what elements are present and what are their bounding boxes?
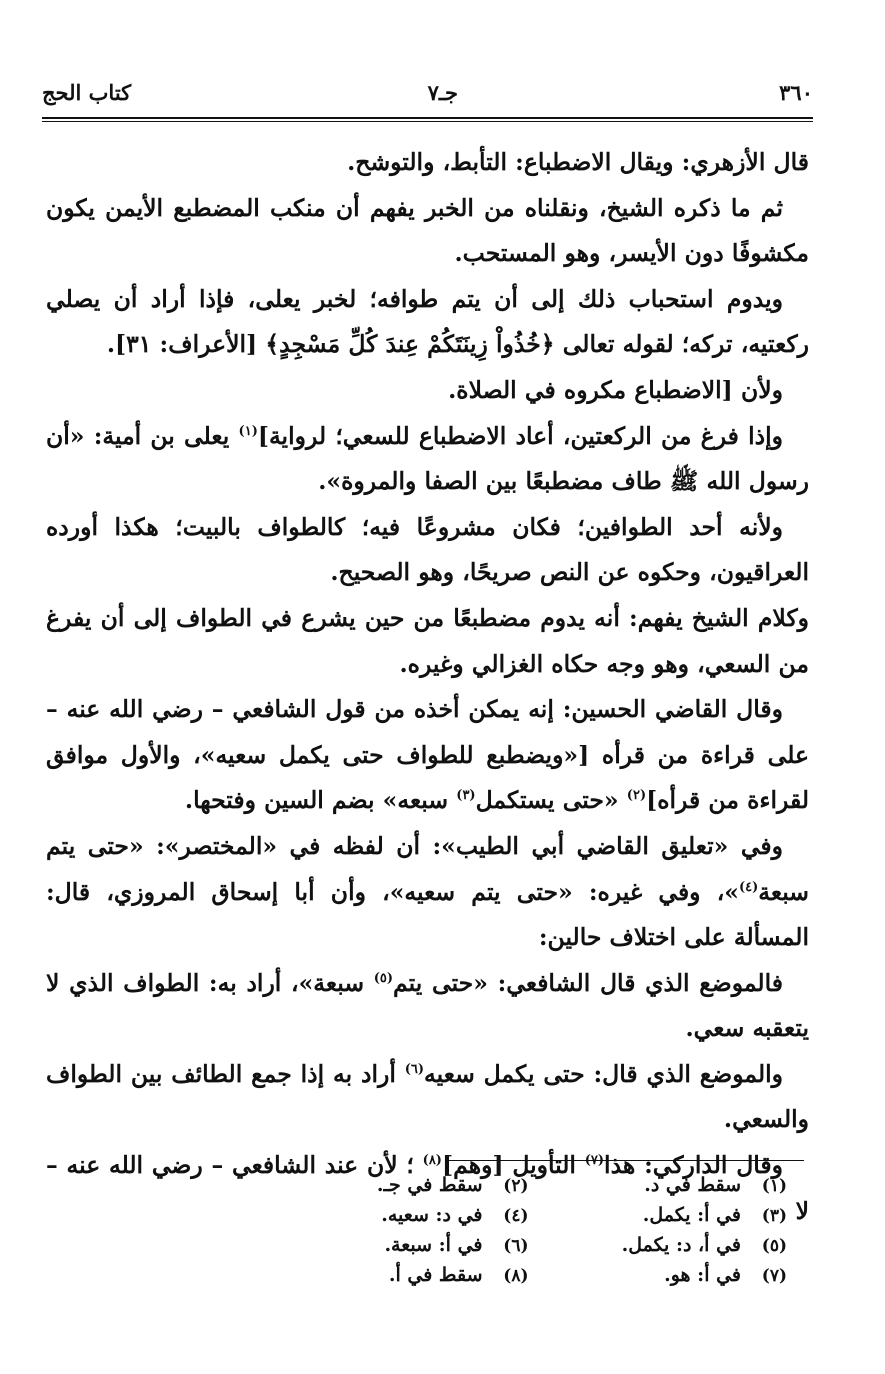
- footnote-number: (٧): [761, 1266, 787, 1286]
- text-run: فالموضع الذي قال الشافعي: «حتى يتم: [393, 968, 783, 997]
- text-run: «حتى يستكمل: [475, 786, 619, 815]
- footnote-number: (٦): [503, 1236, 529, 1256]
- footnote-text: في د: سعيه.: [381, 1204, 483, 1226]
- paragraph: [46, 414, 809, 505]
- footnote-mark: (١): [238, 423, 258, 439]
- footnote-text: في أ: سبعة.: [384, 1234, 483, 1256]
- footnote: [559, 1262, 788, 1290]
- paragraph: ويدوم استحباب ذلك إلى أن يتم طوافه؛ لخبر يعلى، فإذا أراد أن يصلي ركعتيه، تركه؛ لقوله تعالى ﴿خُذُواْ زِينَتَكُمْ عِندَ كُلِّ مَسْجِدٍ﴾ [الأعراف: ٣١].: [46, 284, 809, 359]
- footnote-number: (٤): [503, 1206, 529, 1226]
- footnote-text: سقط في جـ.: [376, 1174, 483, 1196]
- paragraph: [46, 961, 809, 1052]
- footnote: [559, 1232, 788, 1260]
- footnote-mark: (٥): [373, 970, 394, 986]
- page-number: ٣٦٠: [779, 80, 813, 105]
- text-run: والموضع الذي قال: حتى يكمل سعيه: [424, 1059, 783, 1088]
- paragraph: ثم ما ذكره الشيخ، ونقلناه من الخبر يفهم أن منكب المضطبع الأيمن يكون مكشوفًا دون الأيسر، وهو المستحب.: [46, 193, 809, 268]
- footnote-mark: (٢): [626, 788, 647, 804]
- footnote-number: (٢): [503, 1176, 529, 1196]
- paragraph: [46, 1052, 809, 1143]
- book-title: كتاب الحج: [42, 80, 132, 105]
- footnote: [559, 1202, 788, 1230]
- footnote-number: (١): [761, 1176, 787, 1196]
- text-run: »، وفي غيره: «حتى يتم سعيه»، وأن أبا إسحاق المروزي، قال: المسألة على اختلاف حالين:: [46, 877, 809, 952]
- footnote-text: سقط في د.: [644, 1174, 741, 1196]
- footnote: [559, 1172, 788, 1200]
- footnote: [300, 1232, 529, 1260]
- footnote-number: (٣): [761, 1206, 787, 1226]
- paragraph: وكلام الشيخ يفهم: أنه يدوم مضطبعًا من حين يشرع في الطواف إلى أن يفرغ من السعي، وهو وجه حكاه الغزالي وغيره.: [46, 603, 809, 678]
- footnote-text: في أ، د: يكمل.: [621, 1234, 741, 1256]
- text-run: يعلى بن أمية: «أن رسول الله ﷺ طاف مضطبعًا بين الصفا والمروة».: [46, 421, 809, 496]
- running-header: [42, 74, 813, 114]
- text-run: أراد به إذا جمع الطائف بين الطواف والسعي.: [46, 1059, 809, 1134]
- text-run: التأويل [وهم]: [441, 1151, 576, 1180]
- text-run: سبعه» بضم السين وفتحها.: [184, 786, 449, 815]
- header-rule: [42, 117, 813, 119]
- paragraph: ولأنه أحد الطوافين؛ فكان مشروعًا فيه؛ كالطواف بالبيت؛ هكذا أورده العراقيون، وحكوه عن النص صريحًا، وهو الصحيح.: [46, 512, 809, 587]
- main-text: [46, 140, 809, 1234]
- text-run: وقال الداركي: هذا: [604, 1151, 784, 1180]
- footnote-rule: [446, 1160, 804, 1161]
- paragraph: قال الأزهري: ويقال الاضطباع: التأبط، والتوشح.: [347, 148, 809, 176]
- paragraph: [46, 687, 809, 824]
- footnote: [300, 1172, 529, 1200]
- volume-label: جـ٧: [427, 80, 458, 105]
- footnote-text: في أ: يكمل.: [642, 1204, 741, 1226]
- footnote-mark: (٣): [456, 788, 476, 804]
- text-run: ؛ لأن عند الشافعي – رضي الله عنه – لا: [46, 1151, 809, 1225]
- footnotes: [300, 1172, 787, 1290]
- paragraph: [46, 824, 809, 961]
- footnote: [300, 1262, 529, 1290]
- footnote-mark: (٦): [404, 1062, 425, 1078]
- text-run: وفي «تعليق القاضي أبي الطيب»: أن لفظه في «المختصر»: «حتى يتم سبعة: [46, 831, 809, 906]
- footnote: [300, 1202, 529, 1230]
- footnote-mark: (٨): [422, 1153, 442, 1169]
- footnote-text: في أ: هو.: [664, 1264, 741, 1286]
- text-run: وقال القاضي الحسين: إنه يمكن أخذه من قول الشافعي – رضي الله عنه – على قراءة من قرأه [«ويضطبع للطواف حتى يكمل سعيه»، والأول موافق لقراءة من قرأه]: [46, 695, 809, 815]
- footnote-number: (٨): [503, 1266, 529, 1286]
- header-rule-thin: [42, 121, 813, 122]
- footnote-text: سقط في أ.: [388, 1264, 483, 1286]
- footnote-mark: (٧): [584, 1153, 605, 1169]
- text-run: سبعة»، أراد به: الطواف الذي لا يتعقبه سعي.: [46, 968, 809, 1043]
- text-run: وإذا فرغ من الركعتين، أعاد الاضطباع للسعي؛ لرواية]: [257, 421, 783, 450]
- footnote-mark: (٤): [738, 879, 759, 895]
- footnote-number: (٥): [761, 1236, 787, 1256]
- paragraph: ولأن [الاضطباع مكروه في الصلاة.: [448, 375, 783, 404]
